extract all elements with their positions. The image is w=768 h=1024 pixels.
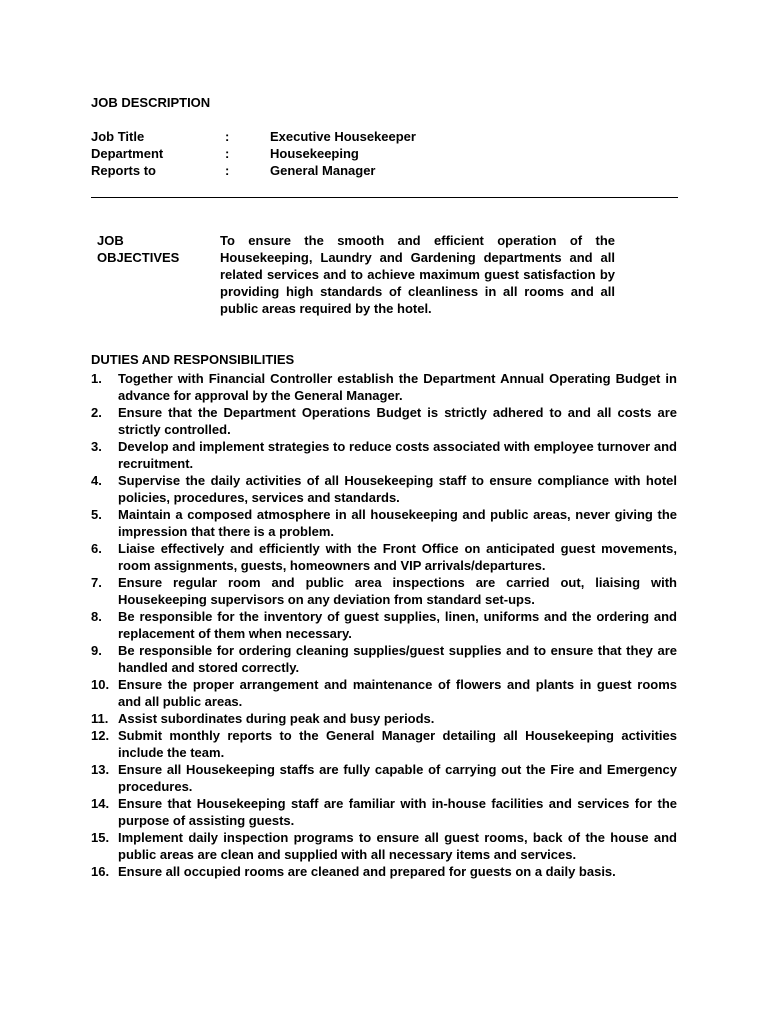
meta-value: General Manager [270, 163, 376, 178]
meta-separator: : [225, 163, 230, 178]
duty-text: Ensure that Housekeeping staff are familiar with in-house facilities and services for the purpose of assisting guests. [118, 796, 677, 828]
duty-item [91, 404, 677, 438]
duty-number: 10. [91, 677, 110, 692]
duty-text: Develop and implement strategies to reduce costs associated with employee turnover and recruitment. [118, 439, 677, 471]
duty-text: Implement daily inspection programs to ensure all guest rooms, back of the house and public areas are clean and supplied with all necessary items and services. [118, 830, 677, 862]
meta-label: Department [91, 146, 164, 161]
horizontal-divider [91, 197, 678, 198]
meta-row-department [91, 145, 691, 162]
duty-number: 5. [91, 507, 102, 522]
duty-item [91, 863, 677, 880]
duty-item [91, 727, 677, 761]
duty-item [91, 608, 677, 642]
duty-number: 8. [91, 609, 102, 624]
duty-number: 1. [91, 371, 102, 386]
duty-item [91, 574, 677, 608]
objectives-label-line1: JOB [97, 233, 124, 248]
duty-number: 13. [91, 762, 110, 777]
duty-text: Liaise effectively and efficiently with the Front Office on anticipated guest movements, room assignments, guests, homeowners and VIP arrivals/departures. [118, 541, 677, 573]
duty-number: 7. [91, 575, 102, 590]
duty-item [91, 761, 677, 795]
meta-separator: : [225, 129, 230, 144]
duty-number: 11. [91, 711, 109, 726]
duty-item [91, 642, 677, 676]
duty-number: 2. [91, 405, 102, 420]
duty-item [91, 472, 677, 506]
duty-number: 12. [91, 728, 110, 743]
meta-separator: : [225, 146, 230, 161]
meta-row-job-title [91, 128, 691, 145]
document-heading: JOB DESCRIPTION [91, 95, 211, 110]
duty-text: Ensure regular room and public area inspections are carried out, liaising with Housekeeping supervisors on any deviation from standard set-ups. [118, 575, 677, 607]
duty-item [91, 438, 677, 472]
duty-item [91, 370, 677, 404]
duty-item [91, 506, 677, 540]
objectives-label [97, 232, 197, 266]
duties-heading: DUTIES AND RESPONSIBILITIES [91, 352, 295, 367]
duty-item [91, 540, 677, 574]
meta-label: Reports to [91, 163, 156, 178]
duty-text: Ensure the proper arrangement and maintenance of flowers and plants in guest rooms and all public areas. [118, 677, 677, 709]
objectives-text: To ensure the smooth and efficient operation of the Housekeeping, Laundry and Gardening departments and all related services and to achieve maximum guest satisfaction by providing high standards of cleanliness in all rooms and all public areas required by the hotel. [220, 233, 615, 316]
meta-label: Job Title [91, 129, 145, 144]
duty-item [91, 829, 677, 863]
objectives-label-line2: OBJECTIVES [97, 250, 180, 265]
duties-list [91, 370, 677, 880]
meta-row-reports-to [91, 162, 691, 179]
job-meta [91, 128, 691, 179]
duty-item [91, 676, 677, 710]
duty-text: Submit monthly reports to the General Manager detailing all Housekeeping activities include the team. [118, 728, 677, 760]
duty-text: Be responsible for ordering cleaning supplies/guest supplies and to ensure that they are handled and stored correctly. [118, 643, 677, 675]
duty-number: 3. [91, 439, 102, 454]
duty-number: 6. [91, 541, 102, 556]
duty-text: Ensure all occupied rooms are cleaned and prepared for guests on a daily basis. [118, 864, 616, 879]
duty-number: 15. [91, 830, 110, 845]
duty-number: 14. [91, 796, 110, 811]
duty-number: 4. [91, 473, 102, 488]
duty-number: 9. [91, 643, 102, 658]
duty-number: 16. [91, 864, 110, 879]
duty-text: Together with Financial Controller establish the Department Annual Operating Budget in advance for approval by the General Manager. [118, 371, 677, 403]
duty-text: Assist subordinates during peak and busy periods. [118, 711, 435, 726]
duty-text: Be responsible for the inventory of guest supplies, linen, uniforms and the ordering and replacement of them when necessary. [118, 609, 677, 641]
meta-value: Housekeeping [270, 146, 359, 161]
duty-item [91, 710, 677, 727]
duty-text: Ensure that the Department Operations Budget is strictly adhered to and all costs are strictly controlled. [118, 405, 677, 437]
meta-value: Executive Housekeeper [270, 129, 416, 144]
duty-item [91, 795, 677, 829]
duty-text: Ensure all Housekeeping staffs are fully capable of carrying out the Fire and Emergency procedures. [118, 762, 677, 794]
duty-text: Supervise the daily activities of all Housekeeping staff to ensure compliance with hotel policies, procedures, services and standards. [118, 473, 677, 505]
duty-text: Maintain a composed atmosphere in all housekeeping and public areas, never giving the impression that there is a problem. [118, 507, 677, 539]
